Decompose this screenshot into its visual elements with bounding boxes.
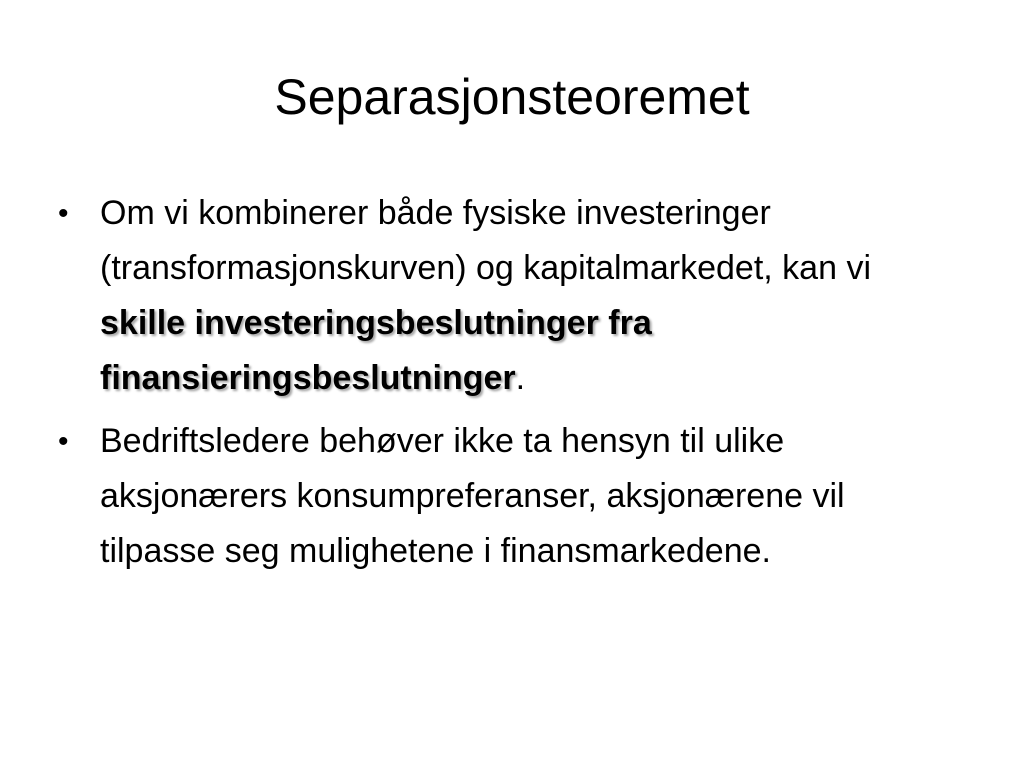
slide-title: Separasjonsteoremet: [274, 69, 750, 125]
bullet-icon: •: [58, 425, 69, 458]
bullet-icon: •: [58, 197, 69, 230]
bullet-1-text-before: Om vi kombinerer både fysiske investeringer (transformasjonskurven) og kapitalmarkedet, kan vi: [100, 194, 871, 287]
bullet-2-text: Bedriftsledere behøver ikke ta hensyn til ulike aksjonærers konsumpreferanser, aksjonærene vil tilpasse seg mulighetene i finansmarkedene.: [100, 422, 845, 570]
bullet-1-text-after: .: [515, 359, 526, 397]
bullet-1-emphasis: skille investeringsbeslutninger fra finansieringsbeslutninger: [100, 304, 652, 397]
bullet-item-1: [58, 186, 958, 406]
bullet-list: [58, 186, 958, 587]
bullet-item-2: [58, 414, 958, 579]
